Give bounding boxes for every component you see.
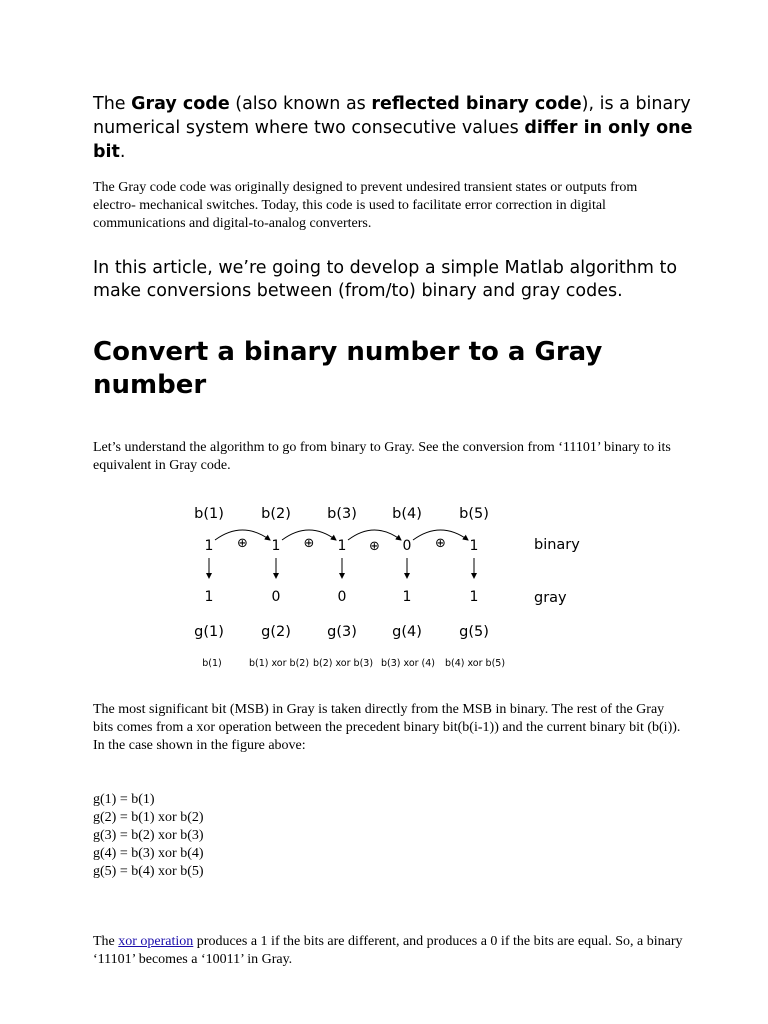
conversion-diagram xyxy=(188,498,588,678)
g-label: g(2) xyxy=(261,624,291,640)
intro-text-2: (also known as xyxy=(229,94,372,114)
formula-item: g(5) = b(4) xor b(5) xyxy=(93,864,204,879)
xor-symbol: ⊕ xyxy=(369,539,380,554)
binary-bit: 1 xyxy=(271,538,281,554)
xor-symbol: ⊕ xyxy=(303,536,315,551)
g-label: g(5) xyxy=(459,624,489,640)
gray-label: gray xyxy=(534,590,567,606)
intro-text-4: . xyxy=(119,142,126,162)
para5-text-1: The xyxy=(93,934,119,949)
xor-operation-label: b(3) xor (4) xyxy=(380,658,436,669)
term-gray-code: Gray code xyxy=(131,94,230,114)
xor-explanation-paragraph xyxy=(93,933,683,969)
xor-operation-link[interactable]: xor operation xyxy=(118,934,194,949)
xor-operation-label: b(1) xor b(2) xyxy=(248,658,310,669)
formula-item: g(4) = b(3) xor b(4) xyxy=(93,846,204,861)
gray-bit: 1 xyxy=(469,589,479,605)
binary-bit: 0 xyxy=(402,538,412,554)
xor-operation-label: b(4) xor b(5) xyxy=(444,658,506,669)
b-label: b(3) xyxy=(327,506,357,522)
g-label: g(4) xyxy=(392,624,422,640)
b-label: b(2) xyxy=(261,506,291,522)
intro-text-3: ), is a binary numerical system where two consecutive values xyxy=(93,94,691,138)
origin-paragraph: The Gray code code was originally designed to prevent undesired transient states or outputs from electro- mechanical switches. Today, this code is used to facilitate error correction in digital communications and digital-to-analog converters. xyxy=(93,180,638,231)
gray-bit: 0 xyxy=(337,589,347,605)
b-label: b(4) xyxy=(392,506,422,522)
msb-explanation-paragraph: The most significant bit (MSB) in Gray is taken directly from the MSB in binary. The rest of the Gray bits comes from a xor operation between the precedent binary bit(b(i-1)) and the current binary bit (b(i)). In the case shown in the figure above: xyxy=(93,702,681,753)
formula-item: g(3) = b(2) xor b(3) xyxy=(93,828,204,843)
g-label: g(3) xyxy=(327,624,357,640)
term-differ-one-bit: differ in only one bit xyxy=(93,118,693,162)
term-reflected-binary-code: reflected binary code xyxy=(371,94,582,114)
section-heading: Convert a binary number to a Gray number xyxy=(93,337,603,400)
gray-bit: 1 xyxy=(402,589,412,605)
xor-symbol: ⊕ xyxy=(435,536,446,551)
binary-bit: 1 xyxy=(337,538,347,554)
gray-bit: 1 xyxy=(204,589,214,605)
formula-item: g(2) = b(1) xor b(2) xyxy=(93,810,204,825)
binary-bit: 1 xyxy=(469,538,479,554)
b-label: b(5) xyxy=(459,506,489,522)
formula-list xyxy=(93,791,204,881)
xor-operation-label: b(2) xor b(3) xyxy=(312,658,374,669)
article-goal-paragraph: In this article, we’re going to develop a simple Matlab algorithm to make conversions between (from/to) binary and gray codes. xyxy=(93,258,678,301)
para5-text-2: produces a 1 if the bits are different, and produces a 0 if the bits are equal. So, a binary ‘11101’ becomes a ‘10011’ in Gray. xyxy=(93,934,683,967)
algorithm-intro-paragraph: Let’s understand the algorithm to go from binary to Gray. See the conversion from ‘11101’ binary to its equivalent in Gray code. xyxy=(93,440,671,473)
binary-bit: 1 xyxy=(204,538,214,554)
formula-item: g(1) = b(1) xyxy=(93,792,155,807)
g-label: g(1) xyxy=(194,624,224,640)
b-label: b(1) xyxy=(194,506,224,522)
gray-bit: 0 xyxy=(271,589,281,605)
intro-paragraph xyxy=(93,92,693,164)
binary-label: binary xyxy=(534,537,580,553)
xor-operation-label: b(1) xyxy=(202,658,222,669)
intro-text-1: The xyxy=(93,94,132,114)
xor-symbol: ⊕ xyxy=(237,536,248,551)
